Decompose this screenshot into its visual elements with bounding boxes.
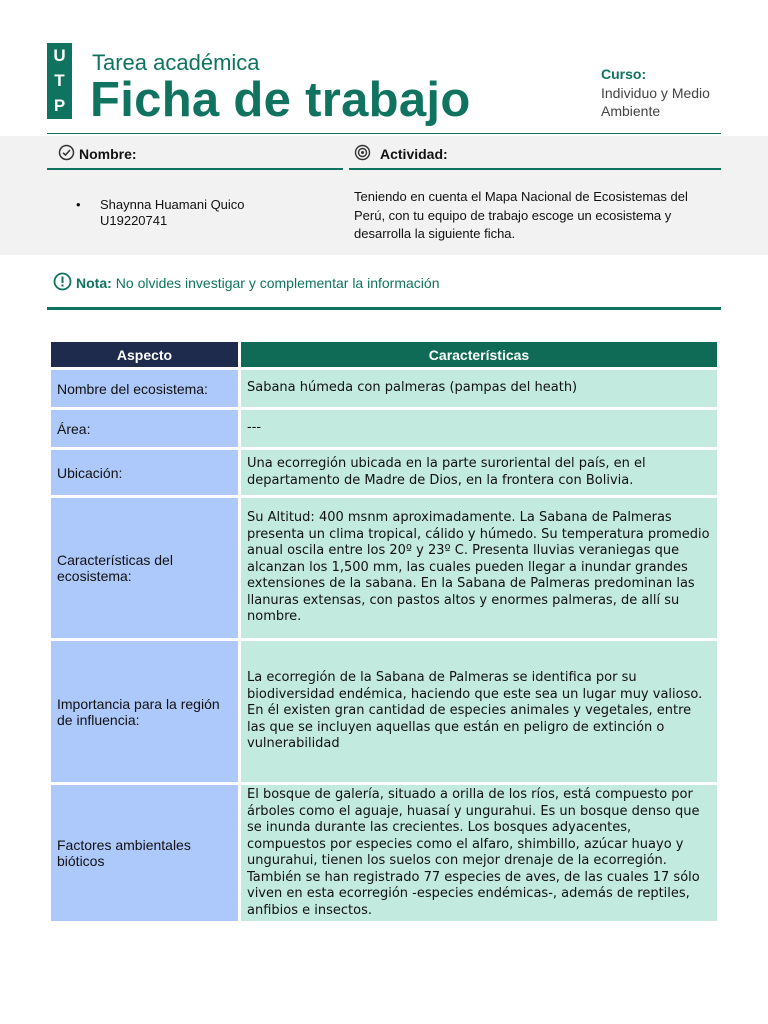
nombre-label: Nombre: xyxy=(79,146,137,162)
check-circle-icon xyxy=(58,144,75,164)
ecosystem-table xyxy=(48,339,720,924)
activity-text: Teniendo en cuenta el Mapa Nacional de Ecosistemas del Perú, con tu equipo de trabajo escoge un ecosistema y desarrolla la siguiente ficha. xyxy=(354,189,688,241)
header-divider xyxy=(47,133,721,134)
aspect-cell: Ubicación: xyxy=(51,450,238,495)
bullet-icon: • xyxy=(76,197,81,212)
header-caracteristicas: Características xyxy=(241,342,717,367)
nota-text: No olvides investigar y complementar la información xyxy=(115,275,440,291)
document-title: Ficha de trabajo xyxy=(90,73,471,127)
detail-cell: La ecorregión de la Sabana de Palmeras se identifica por su biodiversidad endémica, haciendo que este sea un lugar muy valioso. En él existen gran cantidad de especies animales y vegetales, entre las que se incluyen aquellas que están en peligro de extinción o vulnerabilidad xyxy=(241,641,717,782)
detail-cell: Sabana húmeda con palmeras (pampas del heath) xyxy=(241,370,717,407)
aspect-cell: Factores ambientales bióticos xyxy=(51,785,238,921)
detail-cell: Su Altitud: 400 msnm aproximadamente. La Sabana de Palmeras presenta un clima tropical, cálido y húmedo. Su temperatura promedio anual oscila entre los 20º y 23º C. Presenta lluvias veraniegas que alcanzan los 1,500 mm, las cuales pueden llegar a inundar grandes extensiones de la sabana. En la Sabana de Palmeras predominan las llanuras extensas, con pastos altos y enormes palmeras, de allí su nombre. xyxy=(241,498,717,638)
table-header-row xyxy=(51,342,717,367)
table-row xyxy=(51,370,717,407)
table-row xyxy=(51,498,717,638)
nota-divider xyxy=(47,307,721,310)
aspect-cell: Área: xyxy=(51,410,238,447)
detail-cell: --- xyxy=(241,410,717,447)
aspect-cell: Características del ecosistema: xyxy=(51,498,238,638)
aspect-cell: Nombre del ecosistema: xyxy=(51,370,238,407)
detail-cell: El bosque de galería, situado a orilla de los ríos, está compuesto por árboles como el aguaje, huasaí y ungurahui. Es un bosque denso que se inunda durante las crecientes. Los bosques adyacentes, compuestos por especies como el alfaro, shimbillo, azúcar huayo y ungurahui, tienen los suelos con mejor drenaje de la ecorregión. También se han registrado 77 especies de aves, de las cuales 17 sólo viven en esta ecorregión -especies endémicas-, además de reptiles, anfibios e insectos. xyxy=(241,785,717,921)
actividad-heading xyxy=(354,144,448,164)
logo-letter-u: U xyxy=(53,46,66,65)
detail-cell: Una ecorregión ubicada en la parte suroriental del país, en el departamento de Madre de Dios, en la frontera con Bolivia. xyxy=(241,450,717,495)
utp-logo xyxy=(47,43,72,119)
nombre-heading xyxy=(58,144,137,164)
logo-letter-t: T xyxy=(54,71,65,90)
table-row xyxy=(51,410,717,447)
nombre-rule xyxy=(47,168,343,170)
table-row xyxy=(51,450,717,495)
aspect-cell: Importancia para la región de influencia: xyxy=(51,641,238,782)
curso-value: Individuo y Medio Ambiente xyxy=(601,85,710,119)
header-aspecto: Aspecto xyxy=(51,342,238,367)
table-row xyxy=(51,785,717,921)
document-subtitle: Tarea académica xyxy=(92,50,260,75)
target-icon xyxy=(354,144,371,164)
student-list xyxy=(78,197,245,229)
actividad-label: Actividad: xyxy=(380,146,448,162)
curso-label: Curso: xyxy=(601,66,647,82)
student-code: U19220741 xyxy=(100,213,168,228)
exclamation-icon xyxy=(53,272,72,294)
logo-letter-p: P xyxy=(53,96,66,115)
nota-label: Nota: xyxy=(76,275,112,291)
student-name: Shaynna Huamani Quico xyxy=(100,197,245,212)
actividad-rule xyxy=(349,168,721,170)
nota-line xyxy=(53,272,439,294)
table-row xyxy=(51,641,717,782)
